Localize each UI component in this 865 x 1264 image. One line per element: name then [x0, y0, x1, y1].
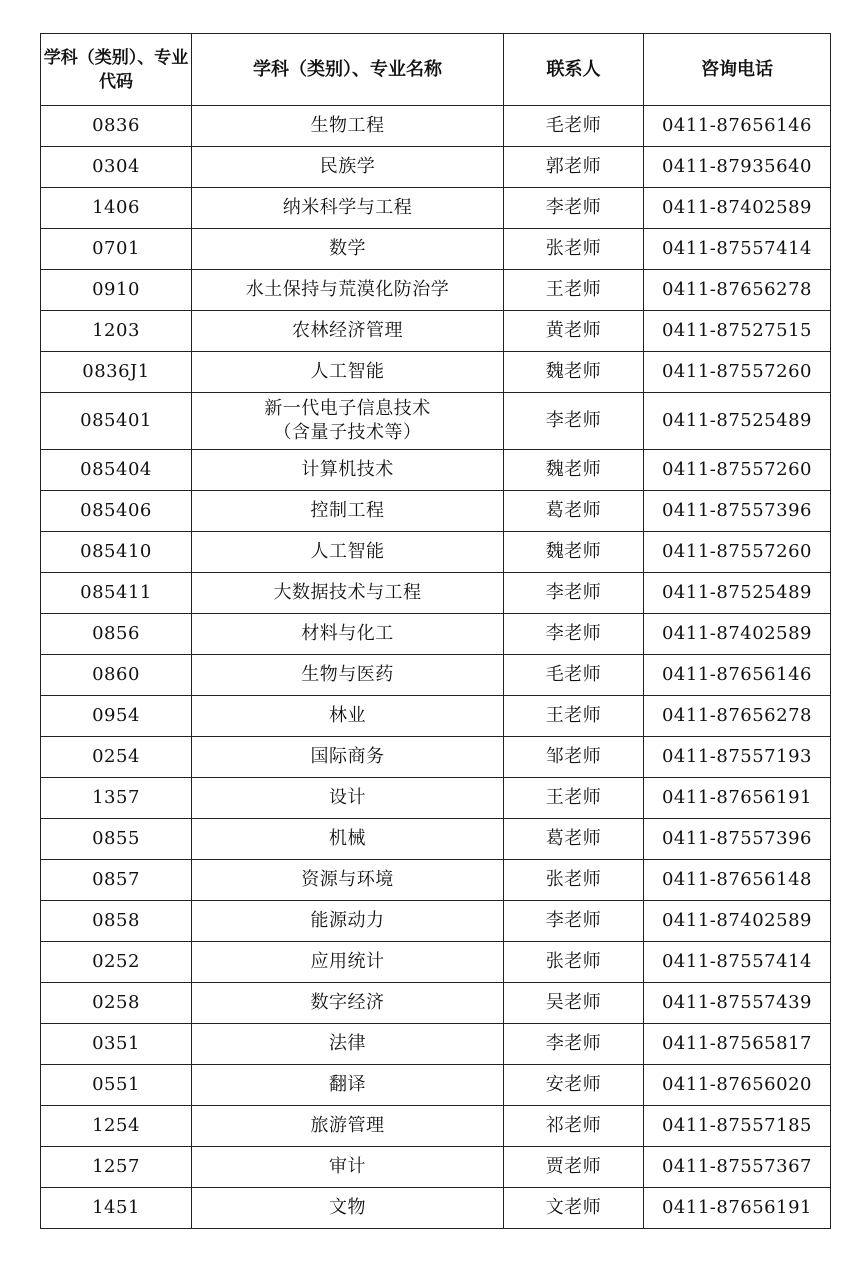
name-line: 计算机技术 [301, 459, 394, 480]
phone-cell: 0411-87557260 [644, 532, 831, 573]
phone-cell: 0411-87402589 [644, 188, 831, 229]
name-cell [192, 901, 504, 942]
table-row [41, 147, 831, 188]
table-row [41, 311, 831, 352]
table-row [41, 1188, 831, 1229]
name-line: 林业 [329, 705, 366, 726]
name-line: 设计 [329, 787, 366, 808]
code-cell: 085404 [41, 450, 192, 491]
code-cell: 0860 [41, 655, 192, 696]
code-cell: 0910 [41, 270, 192, 311]
code-cell: 1257 [41, 1147, 192, 1188]
name-cell [192, 860, 504, 901]
name-line: 数字经济 [310, 992, 385, 1013]
name-cell [192, 229, 504, 270]
table-row [41, 393, 831, 450]
table-row [41, 532, 831, 573]
phone-cell: 0411-87656146 [644, 655, 831, 696]
table-row [41, 696, 831, 737]
contact-cell: 李老师 [504, 614, 644, 655]
name-cell [192, 491, 504, 532]
code-cell: 0954 [41, 696, 192, 737]
table-row [41, 901, 831, 942]
table-row [41, 229, 831, 270]
code-cell: 1254 [41, 1106, 192, 1147]
name-cell [192, 106, 504, 147]
header-contact: 联系人 [504, 34, 644, 106]
code-cell: 0856 [41, 614, 192, 655]
contact-cell: 葛老师 [504, 491, 644, 532]
contact-cell: 邹老师 [504, 737, 644, 778]
phone-cell: 0411-87656191 [644, 1188, 831, 1229]
table-row [41, 737, 831, 778]
name-cell [192, 188, 504, 229]
phone-cell: 0411-87525489 [644, 573, 831, 614]
contact-cell: 李老师 [504, 1024, 644, 1065]
name-cell [192, 1147, 504, 1188]
table-row [41, 614, 831, 655]
name-line: 人工智能 [310, 541, 385, 562]
table-row [41, 491, 831, 532]
code-cell: 1406 [41, 188, 192, 229]
code-cell: 0254 [41, 737, 192, 778]
name-line: 农林经济管理 [292, 320, 403, 341]
contact-cell: 李老师 [504, 393, 644, 450]
name-cell [192, 983, 504, 1024]
code-cell: 0858 [41, 901, 192, 942]
contact-cell: 李老师 [504, 188, 644, 229]
name-cell [192, 696, 504, 737]
name-cell [192, 942, 504, 983]
phone-cell: 0411-87402589 [644, 901, 831, 942]
name-line: 生物工程 [310, 115, 385, 136]
code-cell: 0836J1 [41, 352, 192, 393]
name-line: 文物 [329, 1197, 366, 1218]
table-row [41, 188, 831, 229]
phone-cell: 0411-87557414 [644, 229, 831, 270]
code-cell: 0551 [41, 1065, 192, 1106]
code-cell: 085411 [41, 573, 192, 614]
name-line: 法律 [329, 1033, 366, 1054]
contacts-table [40, 33, 831, 1229]
phone-cell: 0411-87527515 [644, 311, 831, 352]
name-cell [192, 450, 504, 491]
contact-cell: 张老师 [504, 229, 644, 270]
contact-cell: 王老师 [504, 696, 644, 737]
contact-cell: 毛老师 [504, 106, 644, 147]
phone-cell: 0411-87557396 [644, 491, 831, 532]
table-row [41, 1024, 831, 1065]
phone-cell: 0411-87525489 [644, 393, 831, 450]
name-cell [192, 311, 504, 352]
name-line: 水土保持与荒漠化防治学 [245, 279, 450, 300]
phone-cell: 0411-87656020 [644, 1065, 831, 1106]
table-row [41, 778, 831, 819]
name-cell [192, 147, 504, 188]
table-row [41, 1147, 831, 1188]
table-row [41, 1065, 831, 1106]
name-line: 纳米科学与工程 [282, 197, 413, 218]
name-line: 材料与化工 [301, 623, 394, 644]
table-row [41, 106, 831, 147]
table-row [41, 860, 831, 901]
table-row [41, 819, 831, 860]
name-line-2: （含量子技术等） [273, 422, 422, 443]
phone-cell: 0411-87557396 [644, 819, 831, 860]
table-row [41, 1106, 831, 1147]
header-code: 学科（类别）、专业代码 [41, 34, 192, 106]
phone-cell: 0411-87557367 [644, 1147, 831, 1188]
name-cell [192, 778, 504, 819]
name-cell [192, 737, 504, 778]
contact-cell: 吴老师 [504, 983, 644, 1024]
contact-cell: 魏老师 [504, 450, 644, 491]
name-cell [192, 1065, 504, 1106]
table-row [41, 573, 831, 614]
name-line: 机械 [329, 828, 366, 849]
name-line: 新一代电子信息技术 [264, 398, 431, 419]
code-cell: 0252 [41, 942, 192, 983]
phone-cell: 0411-87935640 [644, 147, 831, 188]
contact-cell: 文老师 [504, 1188, 644, 1229]
name-line: 控制工程 [310, 500, 385, 521]
phone-cell: 0411-87557260 [644, 450, 831, 491]
contact-cell: 张老师 [504, 860, 644, 901]
code-cell: 0304 [41, 147, 192, 188]
name-line: 翻译 [329, 1074, 366, 1095]
contact-cell: 魏老师 [504, 532, 644, 573]
name-cell [192, 573, 504, 614]
name-line: 资源与环境 [301, 869, 394, 890]
name-cell [192, 532, 504, 573]
phone-cell: 0411-87656148 [644, 860, 831, 901]
name-cell [192, 270, 504, 311]
name-cell [192, 1106, 504, 1147]
name-line: 能源动力 [310, 910, 385, 931]
table-row [41, 655, 831, 696]
phone-cell: 0411-87656278 [644, 270, 831, 311]
code-cell: 1357 [41, 778, 192, 819]
code-cell: 0351 [41, 1024, 192, 1065]
phone-cell: 0411-87402589 [644, 614, 831, 655]
name-line: 大数据技术与工程 [273, 582, 422, 603]
name-line: 民族学 [319, 156, 376, 177]
contact-cell: 祁老师 [504, 1106, 644, 1147]
table-row [41, 270, 831, 311]
contact-cell: 黄老师 [504, 311, 644, 352]
code-cell: 1203 [41, 311, 192, 352]
contact-cell: 王老师 [504, 778, 644, 819]
table-row [41, 450, 831, 491]
code-cell: 0701 [41, 229, 192, 270]
contact-cell: 安老师 [504, 1065, 644, 1106]
contact-cell: 李老师 [504, 573, 644, 614]
table-body [41, 106, 831, 1229]
name-cell [192, 614, 504, 655]
table-row [41, 983, 831, 1024]
name-cell [192, 1188, 504, 1229]
code-cell: 1451 [41, 1188, 192, 1229]
code-cell: 0836 [41, 106, 192, 147]
table-row [41, 352, 831, 393]
name-cell [192, 655, 504, 696]
phone-cell: 0411-87656146 [644, 106, 831, 147]
code-cell: 0857 [41, 860, 192, 901]
contact-cell: 葛老师 [504, 819, 644, 860]
name-line: 生物与医药 [301, 664, 394, 685]
name-cell [192, 1024, 504, 1065]
header-phone: 咨询电话 [644, 34, 831, 106]
code-cell: 085410 [41, 532, 192, 573]
name-line: 审计 [329, 1156, 366, 1177]
name-line: 数学 [329, 238, 366, 259]
contact-cell: 王老师 [504, 270, 644, 311]
name-line: 人工智能 [310, 361, 385, 382]
code-cell: 0855 [41, 819, 192, 860]
contact-cell: 郭老师 [504, 147, 644, 188]
phone-cell: 0411-87557260 [644, 352, 831, 393]
table-row [41, 942, 831, 983]
phone-cell: 0411-87557193 [644, 737, 831, 778]
phone-cell: 0411-87557414 [644, 942, 831, 983]
name-line: 应用统计 [310, 951, 385, 972]
contact-cell: 李老师 [504, 901, 644, 942]
phone-cell: 0411-87557185 [644, 1106, 831, 1147]
name-cell [192, 819, 504, 860]
header-name: 学科（类别）、专业名称 [192, 34, 504, 106]
contact-cell: 毛老师 [504, 655, 644, 696]
code-cell: 085401 [41, 393, 192, 450]
name-cell [192, 352, 504, 393]
name-cell [192, 393, 504, 450]
code-cell: 0258 [41, 983, 192, 1024]
phone-cell: 0411-87557439 [644, 983, 831, 1024]
header-row [41, 34, 831, 106]
contact-cell: 贾老师 [504, 1147, 644, 1188]
contact-cell: 魏老师 [504, 352, 644, 393]
name-line: 旅游管理 [310, 1115, 385, 1136]
code-cell: 085406 [41, 491, 192, 532]
name-line: 国际商务 [310, 746, 385, 767]
phone-cell: 0411-87656278 [644, 696, 831, 737]
phone-cell: 0411-87565817 [644, 1024, 831, 1065]
contact-cell: 张老师 [504, 942, 644, 983]
phone-cell: 0411-87656191 [644, 778, 831, 819]
